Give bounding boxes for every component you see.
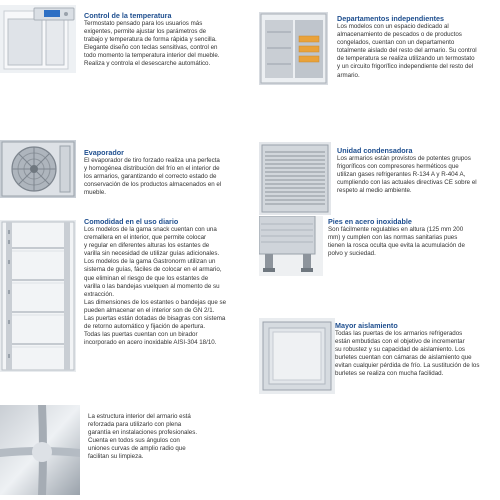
text-line: exigentes, permite ajustar los parámetros de [84, 28, 207, 36]
corner-image [0, 405, 80, 495]
text-line: La estructura interior del armario está [88, 413, 191, 420]
text-line: conservación de los productos almacenados en el [84, 181, 222, 189]
thermostat-image [0, 5, 76, 73]
text-line: y homogénea distribución del frío en el interior de [84, 165, 220, 173]
text-line: polvo y suciedad. [328, 250, 376, 258]
feature-description [84, 20, 259, 69]
text-line: todo momento la temperatura interior del mueble. [84, 52, 220, 60]
text-line: extracción. [84, 290, 114, 298]
text-line: Cuenta en todos sus ángulos con [88, 437, 180, 445]
text-line: trabajo y temperatura de forma rápida y sencilla. [84, 36, 217, 44]
text-line: de temperatura se realiza utilizando un termostato [337, 55, 475, 63]
text-line: y un circuito frigorífico independiente del resto del [337, 63, 474, 71]
text-line: varilla sin necesidad de utilizar guías adicionales. [84, 250, 220, 258]
feature-description [337, 23, 500, 80]
text-line: Son fácilmente regulables en altura (125 mm 200 [328, 226, 464, 233]
feature-title: Evaporador [84, 148, 124, 157]
feature-title: Pies en acero inoxidable [328, 217, 412, 226]
text-line: reforzada para utilizarlo con plena [88, 421, 182, 429]
feet-photo [259, 216, 323, 276]
feature-title: Departamentos independientes [337, 14, 445, 23]
text-line: están embutidas con el objetivo de incrementar [335, 338, 465, 346]
text-line: incorporado en acero inoxidable AISI-304 18/10. [84, 339, 217, 347]
feature-description [84, 226, 259, 347]
text-line: su robustez y su capacidad de aislamiento. Los [335, 346, 466, 354]
text-line: pueden almacenar en el interior son de GN 2/1. [84, 306, 215, 314]
text-line: Las dimensiones de los estantes o bandejas que se [84, 298, 227, 306]
feature-description [337, 155, 500, 195]
feature-title: Mayor aislamiento [335, 321, 398, 330]
text-line: de retorno automático y fijación de apertura. [84, 323, 206, 331]
insulation-photo [259, 318, 335, 394]
thermostat-photo [0, 5, 76, 73]
text-line: armario. [337, 71, 360, 79]
text-line: uniones curvas de amplio radio que [88, 445, 186, 453]
text-line: los armarios, garantizando el correcto estado de [84, 173, 217, 181]
shelves-image [0, 220, 76, 372]
feature-description [328, 226, 500, 258]
evaporator-image [0, 140, 76, 198]
text-line: y regular en diferentes alturas los estantes de [84, 242, 210, 250]
text-line: mm) y cumplen con las normas sanitarias pues [328, 234, 458, 242]
text-line: almacenamiento de pescados o de productos [337, 31, 462, 39]
condenser-photo [259, 142, 331, 215]
text-line: facilitan su limpieza. [88, 453, 144, 461]
text-line: varilla o las bandejas vuelquen al momento de su [84, 282, 220, 290]
text-line: frigoríficos con compresores herméticos que [337, 163, 459, 171]
text-line: respeto al medio ambiente. [337, 187, 412, 195]
feature-title: Unidad condensadora [337, 146, 413, 155]
shelves-photo [0, 220, 76, 372]
text-line: Los modelos de la gama snack cuentan con una [84, 226, 217, 233]
text-line: que eliminan el riesgo de que los estantes de [84, 274, 209, 282]
text-line: El evaporador de tiro forzado realiza una perfecta [84, 157, 220, 164]
feature-description [88, 413, 248, 462]
feature-title: Comodidad en el uso diario [84, 217, 179, 226]
text-line: Realiza y controla el desescarche automático. [84, 60, 211, 68]
text-line: Todas las puertas cuentan con un birador [84, 331, 198, 339]
text-line: Las puertas están dotadas de bisagras con sistema [84, 315, 226, 323]
text-line: Los modelos con un espacio dedicado al [337, 23, 449, 30]
feature-description [84, 157, 259, 197]
condenser-image [259, 142, 331, 215]
text-line: totalmente aislado del resto del armario. Su control [337, 47, 477, 55]
text-line: cremallera en el interior, que permite colocar [84, 234, 207, 242]
feature-description [335, 330, 500, 379]
text-line: tienen la rosca oculta que evita la acumulación de [328, 242, 465, 250]
text-line: evitan cualquier pérdida de frío. La sustitución de los [335, 362, 480, 370]
feature-title: Control de la temperatura [84, 11, 172, 20]
text-line: mueble. [84, 189, 107, 197]
text-line: Termostato pensado para los usuarios más [84, 20, 203, 27]
text-line: Elegante diseño con teclas sensitivas, control en [84, 44, 218, 52]
text-line: burletes se realiza con mucha facilidad. [335, 370, 444, 378]
text-line: Todas las puertas de los armarios refrigerados [335, 330, 463, 337]
evaporator-photo [0, 140, 76, 198]
text-line: burletes cuentan con cámaras de aislamiento que [335, 354, 472, 362]
insulation-image [259, 318, 335, 394]
text-line: cumpliendo con las actuales directivas CE sobre el [337, 179, 477, 187]
feet-image [259, 216, 323, 276]
corner-photo [0, 405, 80, 495]
text-line: sistema de guías, fáciles de colocar en el armario, [84, 266, 222, 274]
text-line: Los armarios están provistos de potentes grupos [337, 155, 471, 162]
text-line: Los modelos de la gama Gastronorm utilizan un [84, 258, 216, 266]
text-line: congelados, cuentan con un departamento [337, 39, 455, 47]
departments-photo [259, 12, 328, 85]
text-line: utilizan gases refrigerantes R-134 A y R-404 A, [337, 171, 466, 179]
text-line: garantía en instalaciones profesionales. [88, 429, 198, 437]
departments-image [259, 12, 328, 85]
